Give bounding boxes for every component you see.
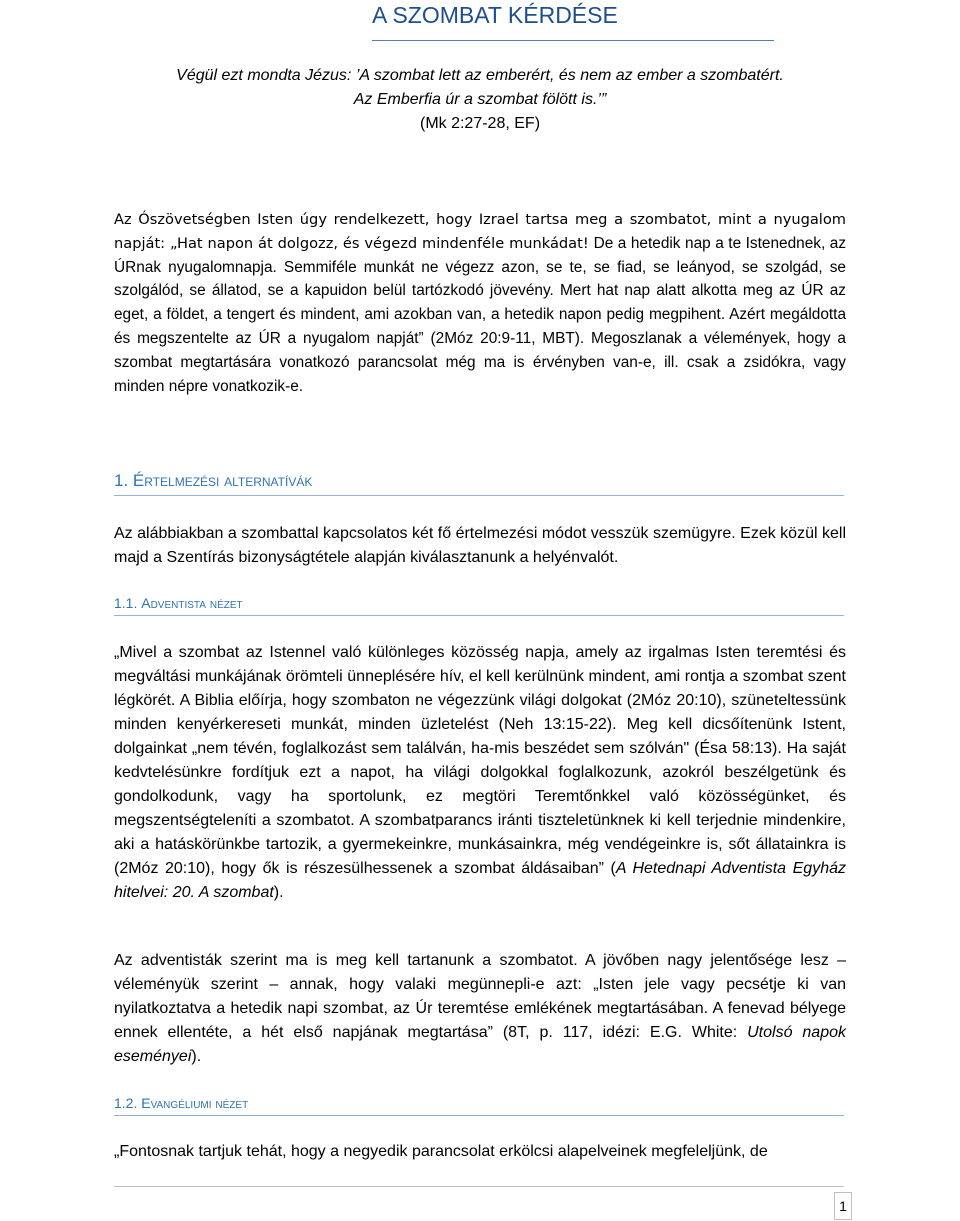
adventist-quote-text: „Mivel a szombat az Istennel való különleges közösség napja, amely az irgalmas Isten teremtési és megváltási munkájának örömteli ünneplésére hív, el kell kerülnünk mindent, ami rontja a szombat szent légkörét. A Biblia előírja, hogy szombaton ne végezzünk világi dolgokat (2Móz 20:10), szüneteltessünk minden kenyérkereseti munkát, minden üzletelést (Neh 13:15-22). Meg kell dicsőítenünk Istent, dolgainkat „nem tévén, foglalkozást sem találván, ha-mis beszédet sem szólván" (Ésa 58:13). Ha saját kedvtelésünkre fordítjuk ezt a napot, ha világi dolgokkal foglalkozunk, azokról beszélgetünk és gondolkodunk, vagy ha sportolunk, ez megtöri Teremtőnkkel való közösségünket, és megszentségteleníti a szombatot. A szombatparancs iránti tiszteletünknek ki kell terjednie mindenkire, aki a hatáskörünkbe tartozik, a gyermekeinkre, munkásainkra, még vendégeinkre is, sőt állatainkra is (2Móz 20:10), hogy ők is részesülhessenek a szombat áldásaiban” (	[114, 644, 846, 877]
intro-text-part-1: Az Ószövetségben Isten úgy rendelkezett, hogy Izrael tartsa meg a szombatot, mint a nyugalom napját: „Hat napon át dolgozz, és végezd mindenféle munkádat!	[114, 211, 846, 252]
section-1-number: 1.	[114, 471, 133, 490]
adventist-view-end: ).	[191, 1048, 202, 1065]
section-1-2-rule	[114, 1115, 844, 1116]
section-1-2-heading	[114, 1095, 248, 1111]
adventist-view-source: Utolsó napok eseményei	[114, 1024, 847, 1065]
intro-text-part-2: De a hetedik nap a te Istenednek, az ÚRnak nyugalomnapja. Semmiféle munkát ne végezz azon, se te, se fiad, se leányod, se szolgád, se szolgálód, se állatod, se a kapuidon belül tartózkodó jövevény. Mert hat nap alatt alkotta meg az ÚR az eget, a földet, a tengert és mindent, ami azokban van, a hetedik napon pedig megpihent. Azért megáldotta és megszentelte az ÚR a nyugalom napját” (2Móz 20:9-11, MBT). Megoszlanak a vélemények, hogy a szombat megtartására vonatkozó parancsolat még ma is érvényben van-e, ill. csak a zsidókra, vagy minden népre vonatkozik-e.	[114, 234, 847, 395]
adventist-quote-paragraph	[114, 641, 846, 905]
page-title: A SZOMBAT KÉRDÉSE	[372, 2, 618, 28]
section-1-1-rule	[114, 615, 844, 616]
section-1-title: Értelmezési alternatívák	[132, 471, 313, 490]
section-1-heading	[114, 471, 312, 491]
section-1-1-title: Adventista nézet	[141, 595, 243, 611]
footer-rule	[114, 1186, 844, 1187]
adventist-quote-end: ).	[273, 884, 284, 901]
evangelical-quote-paragraph: „Fontosnak tartjuk tehát, hogy a negyedik parancsolat erkölcsi alapelveinek megfeleljünk, de	[114, 1143, 768, 1160]
epigraph-reference: (Mk 2:27-28, EF)	[419, 115, 541, 132]
title-underline	[372, 40, 774, 41]
intro-paragraph	[114, 208, 846, 398]
section-1-1-number: 1.1.	[114, 595, 142, 611]
section-1-2-number: 1.2.	[114, 1095, 142, 1111]
adventist-quote-source: A Hetednapi Adventista Egyház hitelvei: 20. A szombat	[114, 860, 846, 901]
adventist-view-text: Az adventisták szerint ma is meg kell tartanunk a szombatot. A jövőben nagy jelentősége lesz – véleményük szerint – annak, hogy valaki megünnepli-e azt: „Isten jele vagy pecsétje ki van nyilatkoztatva a hetedik napi szombat, az Úr teremtése emlékének megtartásában. A fenevad bélyege ennek ellentéte, a hét első napjának megtartása” (8T, p. 117, idézi: E.G. White:	[114, 952, 846, 1041]
epigraph-line-1: Végül ezt mondta Jézus: ’A szombat lett az emberért, és nem az ember a szombatért.	[176, 67, 784, 84]
epigraph-line-2: Az Emberfia úr a szombat fölött is.’”	[353, 91, 607, 108]
section-1-1-heading	[114, 595, 243, 611]
section-1-paragraph: Az alábbiakban a szombattal kapcsolatos két fő értelmezési módot vesszük szemügyre. Ezek közül kell majd a Szentírás bizonyságtétele alapján kiválasztanunk a helyénvalót.	[114, 525, 846, 566]
adventist-view-paragraph	[114, 949, 846, 1069]
page-number: 1	[834, 1192, 852, 1220]
section-1-2-title: Evangéliumi nézet	[141, 1095, 249, 1111]
section-1-rule	[114, 495, 844, 496]
